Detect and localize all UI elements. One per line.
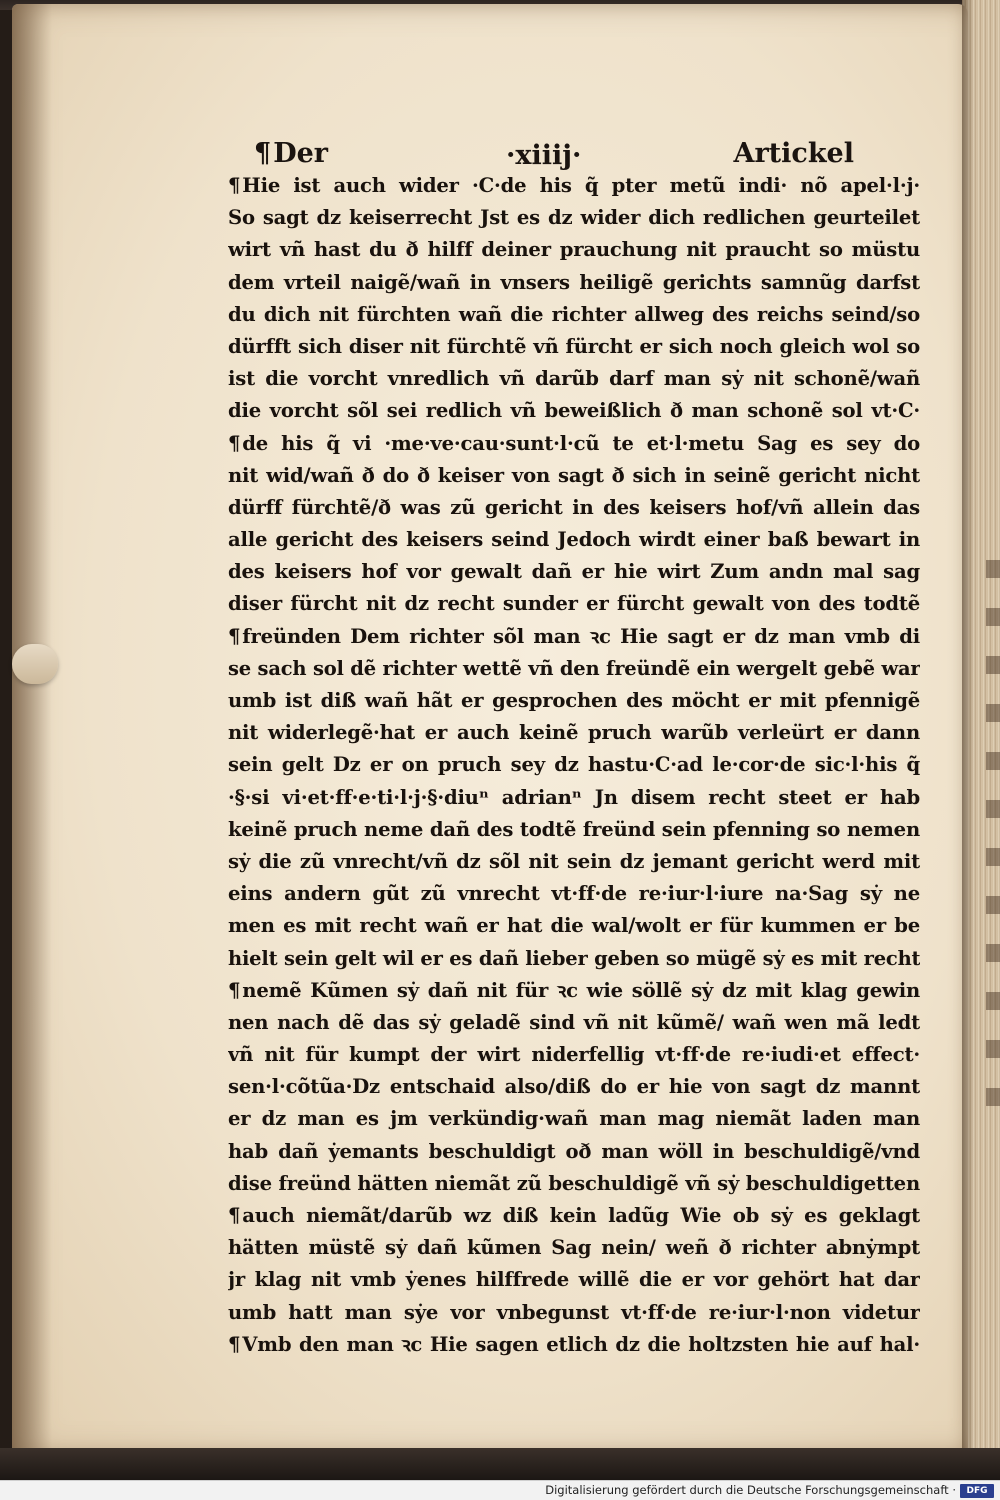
binding-bottom-edge [0, 1448, 1000, 1480]
text-line [228, 717, 920, 749]
text-line [228, 814, 920, 846]
text-line-content: freünden Dem richter sõl man ꝛc Hie sagt er dz man vmb di [242, 624, 920, 648]
text-line [228, 975, 920, 1007]
text-line-content: nit widerlegẽ·hat er auch keinẽ pruch warũb verleürt er dann [228, 721, 920, 745]
text-line [228, 685, 920, 717]
dfg-logo-icon: DFG [960, 1484, 994, 1498]
footer-credit: Digitalisierung gefördert durch die Deutsche Forschungsgemeinschaft · [545, 1483, 956, 1497]
text-line [228, 878, 920, 910]
text-line-content: dürfft sich diser nit fürchtẽ vñ fürcht er sich noch gleich wol so [228, 334, 920, 358]
text-line [228, 331, 920, 363]
text-line [228, 588, 920, 620]
text-line-content: dem vrteil naigẽ/wañ in vnsers heiligẽ gerichts samnũg darfst [228, 270, 920, 294]
pilcrow-icon: ¶ [254, 138, 272, 169]
text-line [228, 1168, 920, 1200]
text-line-content: de his q̃ vi ·me·ve·cau·sunt·l·cũ te et·l·metu Sag es sey do [242, 431, 920, 455]
text-line-content: sen·l·cõtũa·Dz entschaid also/diß do er hie von sagt dz mannt [228, 1075, 920, 1099]
text-line-content: sẏ die zũ vnrecht/vñ dz sõl nit sein dz jemant gericht werd mit [228, 849, 920, 873]
text-line-content: nit wid/wañ ð do ð keiser von sagt ð sich in seinẽ gericht nicht [228, 463, 920, 487]
text-line-content: jr klag nit vmb ẏenes hilffrede willẽ die er vor gehört hat dar [228, 1268, 920, 1292]
text-line [228, 846, 920, 878]
pilcrow-icon: ¶ [228, 174, 241, 197]
text-line [228, 1007, 920, 1039]
text-line [228, 363, 920, 395]
text-line-content: Vmb den man ꝛc Hie sagen etlich dz die holtzsten hie auf hal· [242, 1332, 920, 1356]
text-line [228, 428, 920, 460]
pilcrow-icon: ¶ [228, 1204, 241, 1227]
text-line [228, 492, 920, 524]
text-line-content: dürff fürchtẽ/ð was zũ gericht in des keisers hof/vñ allein das [228, 495, 920, 519]
text-line [228, 943, 920, 975]
text-line-content: vñ nit für kumpt der wirt niderfellig vt·ff·de re·iudi·et effect· [228, 1043, 920, 1067]
text-line-content: des keisers hof vor gewalt dañ er hie wirt Zum andn mal sag [228, 560, 920, 584]
text-line [228, 653, 920, 685]
text-line [228, 1232, 920, 1264]
text-line-content: So sagt dz keiserrecht Jst es dz wider dich redlichen geurteilet [228, 206, 920, 230]
text-line [228, 234, 920, 266]
pilcrow-icon: ¶ [228, 431, 241, 455]
text-line [228, 1103, 920, 1135]
running-head-right: Artickel [733, 138, 854, 169]
text-line-content: ist die vorcht vnredlich vñ darũb darf man sẏ nit schonẽ/wañ [228, 367, 920, 391]
text-line [228, 202, 920, 234]
text-line-content: hätten müstẽ sẏ dañ kũmen Sag nein/ weñ ð richter abnẏmpt [228, 1236, 920, 1260]
text-line-content: nen nach dẽ das sẏ geladẽ sind vñ nit kũmẽ/ wañ wen mã ledt [228, 1010, 920, 1034]
text-line-content: wirt vñ hast du ð hilff deiner prauchung nit praucht so müstu [228, 238, 920, 262]
text-line-content: die vorcht sõl sei redlich vñ beweißlich ð man schonẽ sol vt·C· [228, 399, 920, 423]
text-line [228, 1297, 920, 1329]
text-line-content: alle gericht des keisers seind Jedoch wirdt einer baß bewart in [228, 528, 920, 552]
pilcrow-icon: ¶ [228, 978, 241, 1002]
text-line [228, 782, 920, 814]
pilcrow-icon: ¶ [228, 1332, 241, 1356]
text-line [228, 524, 920, 556]
text-line-content: diser fürcht nit dz recht sunder er fürcht gewalt von des todtẽ [228, 592, 920, 616]
page-edge-shadow [962, 0, 974, 1460]
text-line-content: sein gelt Dz er on pruch sey dz hastu·C·ad le·cor·de sic·l·his q̃ [228, 753, 920, 777]
text-line-content: umb ist diß wañ hãt er gesprochen des möcht er mit pfennigẽ [228, 689, 920, 712]
text-block [228, 170, 920, 1361]
text-line [228, 267, 920, 299]
text-line [228, 1071, 920, 1103]
text-line [228, 170, 920, 202]
text-line-content: Hie ist auch wider ·C·de his q̃ pter metũ indi· nõ apel·l·j· [242, 174, 920, 197]
text-line-content: keinẽ pruch neme dañ des todtẽ freünd sein pfenning so nemen [228, 817, 920, 841]
binding-cord [12, 644, 58, 684]
text-line-content: auch niemãt/darũb wz diß kein ladũg Wie ob sẏ es geklagt [242, 1204, 920, 1227]
text-line [228, 1136, 920, 1168]
text-line-content: hielt sein gelt wil er es dañ lieber geben so mügẽ sẏ es mit recht [228, 946, 921, 970]
text-line [228, 749, 920, 781]
text-line [228, 299, 920, 331]
text-line-content: ·§·si vi·et·ff·e·ti·l·j·§·diuⁿ adrianⁿ Jn disem recht steet er hab [228, 785, 920, 809]
text-line [228, 910, 920, 942]
pilcrow-icon: ¶ [228, 624, 241, 648]
footer-bar [0, 1480, 1000, 1500]
edge-marks [986, 560, 1000, 1120]
text-line [228, 395, 920, 427]
text-line-content: er dz man es jm verkündig·wañ man mag niemãt laden man [228, 1107, 920, 1131]
running-head-left-text: Der [273, 138, 329, 169]
text-line [228, 1329, 920, 1361]
folio-number: ·xiiij· [506, 140, 582, 171]
text-line [228, 1039, 920, 1071]
text-line [228, 556, 920, 588]
text-line-content: dise freünd hätten niemãt zũ beschuldigẽ vñ sẏ beschuldigetten [228, 1171, 920, 1195]
text-line-content: men es mit recht wañ er hat die wal/wolt er für kummen er be [228, 914, 920, 938]
text-line-content: nemẽ Kũmen sẏ dañ nit für ꝛc wie söllẽ sẏ dz mit klag gewin [242, 978, 920, 1002]
page-gutter-shadow [12, 4, 52, 1454]
text-line [228, 621, 920, 653]
text-line [228, 1200, 920, 1232]
text-line [228, 1264, 920, 1296]
text-line-content: eins andern gũt zũ vnrecht vt·ff·de re·iur·l·iure na·Sag sẏ ne [228, 882, 920, 906]
text-line-content: se sach sol dẽ richter wettẽ vñ den freündẽ ein wergelt gebẽ war [228, 656, 921, 680]
text-line-content: umb hatt man sẏe vor vnbegunst vt·ff·de re·iur·l·non videtur [228, 1300, 920, 1324]
running-head-left [254, 138, 328, 169]
text-line-content: du dich nit fürchten wañ die richter allweg des reichs seind/so [228, 302, 920, 326]
text-line [228, 460, 920, 492]
text-line-content: hab dañ ẏemants beschuldigt oð man wöll in beschuldigẽ/vnd [228, 1139, 920, 1163]
